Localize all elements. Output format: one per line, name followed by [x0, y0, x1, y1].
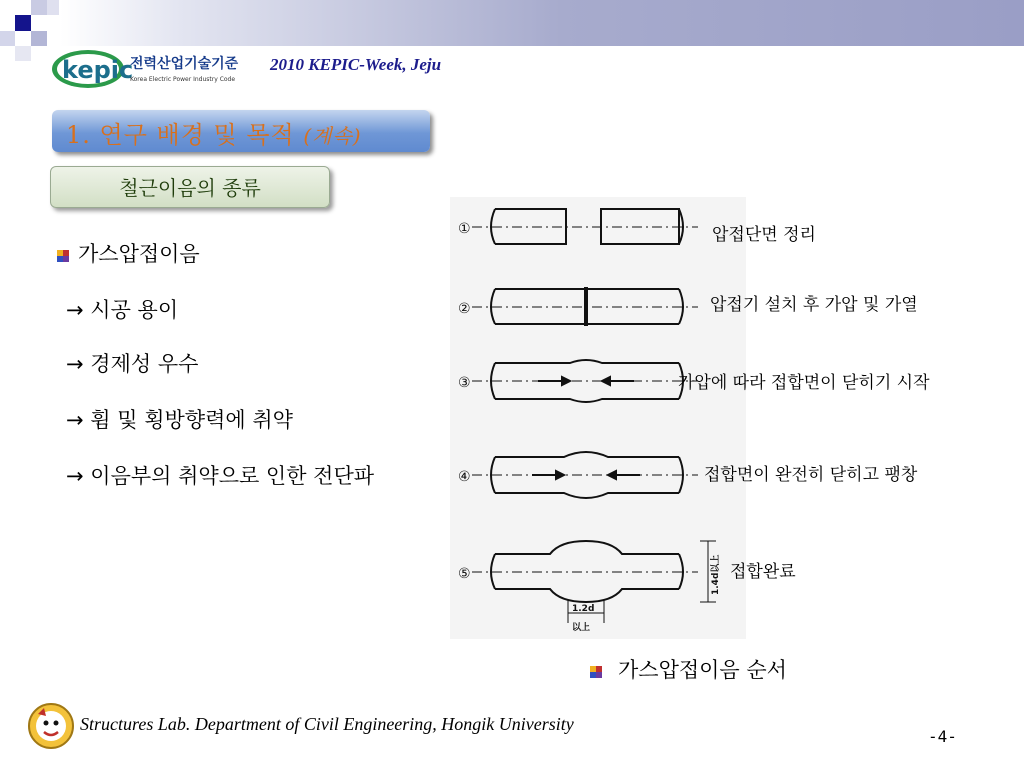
list-item	[66, 348, 198, 378]
logo-wordmark: kepic	[62, 56, 134, 84]
dimension-length-label: 1.2d	[572, 604, 595, 614]
bullet-square-icon	[56, 248, 70, 262]
diagram-caption: 가스압접이음 순서	[618, 658, 787, 682]
page-number: -4-	[928, 727, 957, 746]
decor-square-light	[15, 46, 31, 61]
list-item-text: 시공 용이	[90, 298, 179, 322]
list-item	[66, 460, 374, 490]
gas-pressure-welding-diagram	[450, 197, 746, 639]
decor-square-light	[31, 0, 47, 15]
university-mascot-logo	[26, 702, 76, 750]
section-title-continued: (계속)	[303, 124, 362, 148]
arrow-icon: →	[66, 464, 84, 488]
list-item-text: 휨 및 횡방향력에 취약	[90, 408, 293, 432]
step-label: 압접기 설치 후 가압 및 가열	[710, 295, 918, 315]
list-item	[66, 294, 178, 324]
decor-square-light	[0, 31, 15, 46]
step-label: 가압에 따라 접합면이 닫히기 시작	[678, 373, 930, 393]
list-item-text: 경제성 우수	[90, 352, 199, 376]
section-title-text: 1. 연구 배경 및 목적	[66, 121, 304, 149]
subsection-title: 철근이음의 종류	[119, 176, 261, 200]
main-list-item: 가스압접이음	[78, 242, 200, 266]
step-label: 접합완료	[730, 562, 796, 582]
decor-square-light	[31, 31, 47, 46]
step-number: ④	[458, 469, 471, 485]
step-number: ③	[458, 375, 471, 391]
list-item-text: 이음부의 취약으로 인한 전단파	[90, 464, 375, 488]
footer-text: Structures Lab. Department of Civil Engineering, Hongik University	[80, 714, 574, 734]
step-label: 압접단면 정리	[712, 225, 816, 245]
step-number: ②	[458, 301, 471, 317]
header-band	[0, 0, 1024, 46]
step-label: 접합면이 완전히 닫히고 팽창	[704, 465, 918, 485]
step-number: ①	[458, 221, 471, 237]
decor-square-dark	[15, 15, 31, 31]
logo-english-text: Korea Electric Power Industry Code	[130, 76, 236, 83]
list-item	[66, 404, 293, 434]
arrow-icon: →	[66, 408, 84, 432]
dimension-height-label: 1.4d以上	[711, 554, 721, 595]
arrow-icon: →	[66, 352, 84, 376]
header-title: 2010 KEPIC-Week, Jeju	[270, 55, 442, 74]
section-title	[66, 115, 362, 150]
bullet-square-icon	[589, 664, 603, 678]
logo-korean-text: 전력산업기술기준	[130, 56, 239, 72]
step-number: ⑤	[458, 566, 471, 582]
decor-square-light	[47, 0, 59, 15]
arrow-icon: →	[66, 298, 84, 322]
dimension-length-note: 以上	[572, 623, 591, 633]
kepic-logo	[50, 46, 260, 92]
